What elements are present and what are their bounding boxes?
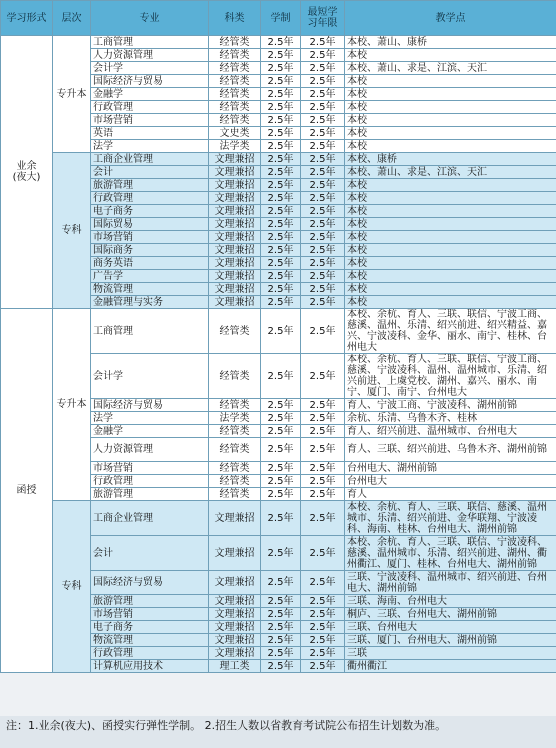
- min-duration-cell: 2.5年: [301, 75, 345, 88]
- header-major: 专业: [91, 1, 209, 36]
- sites-cell: 育人、宁波工商、宁波凌科、湖州前锦: [345, 399, 556, 412]
- sites-cell: 本校: [345, 101, 556, 114]
- major-cell: 市场营销: [91, 462, 209, 475]
- major-cell: 国际经济与贸易: [91, 399, 209, 412]
- major-cell: 会计学: [91, 354, 209, 399]
- sites-cell: 本校、余杭、育人、三联、联信、宁波凌科、慈溪、温州城市、乐清、绍兴前进、湖州、衢州衢江、厦门、桂林、台州电大、湖州前锦: [345, 536, 556, 571]
- category-cell: 理工类: [209, 660, 261, 673]
- min-duration-cell: 2.5年: [301, 205, 345, 218]
- major-cell: 国际商务: [91, 244, 209, 257]
- major-cell: 会计学: [91, 62, 209, 75]
- duration-cell: 2.5年: [261, 205, 301, 218]
- category-cell: 法学类: [209, 140, 261, 153]
- study-form-cell: 业余 (夜大): [1, 36, 53, 309]
- min-duration-cell: 2.5年: [301, 608, 345, 621]
- category-cell: 文史类: [209, 127, 261, 140]
- category-cell: 文理兼招: [209, 536, 261, 571]
- category-cell: 文理兼招: [209, 257, 261, 270]
- min-duration-cell: 2.5年: [301, 425, 345, 438]
- major-cell: 行政管理: [91, 192, 209, 205]
- min-duration-cell: 2.5年: [301, 647, 345, 660]
- min-duration-cell: 2.5年: [301, 501, 345, 536]
- category-cell: 经管类: [209, 88, 261, 101]
- category-cell: 经管类: [209, 354, 261, 399]
- sites-cell: 本校、康桥: [345, 153, 556, 166]
- sites-cell: 本校: [345, 114, 556, 127]
- duration-cell: 2.5年: [261, 88, 301, 101]
- duration-cell: 2.5年: [261, 536, 301, 571]
- category-cell: 经管类: [209, 488, 261, 501]
- min-duration-cell: 2.5年: [301, 218, 345, 231]
- major-cell: 英语: [91, 127, 209, 140]
- duration-cell: 2.5年: [261, 49, 301, 62]
- sites-cell: 本校、萧山、求是、江滨、天汇: [345, 166, 556, 179]
- min-duration-cell: 2.5年: [301, 192, 345, 205]
- level-cell: 专升本: [53, 309, 91, 501]
- sites-cell: 三联、台州电大: [345, 621, 556, 634]
- major-cell: 工商管理: [91, 309, 209, 354]
- sites-cell: 本校: [345, 88, 556, 101]
- major-cell: 行政管理: [91, 475, 209, 488]
- major-cell: 市场营销: [91, 231, 209, 244]
- duration-cell: 2.5年: [261, 462, 301, 475]
- category-cell: 文理兼招: [209, 205, 261, 218]
- category-cell: 文理兼招: [209, 571, 261, 595]
- duration-cell: 2.5年: [261, 412, 301, 425]
- major-cell: 工商企业管理: [91, 153, 209, 166]
- duration-cell: 2.5年: [261, 62, 301, 75]
- sites-cell: 本校、余杭、育人、三联、联信、宁波工商、慈溪、宁波凌科、温州、温州城市、乐清、绍兴前进、上虞党校、湖州、嘉兴、丽水、南宁、厦门、南宁、台州电大: [345, 354, 556, 399]
- category-cell: 经管类: [209, 399, 261, 412]
- sites-cell: 本校: [345, 270, 556, 283]
- category-cell: 文理兼招: [209, 166, 261, 179]
- category-cell: 文理兼招: [209, 501, 261, 536]
- duration-cell: 2.5年: [261, 283, 301, 296]
- duration-cell: 2.5年: [261, 608, 301, 621]
- duration-cell: 2.5年: [261, 399, 301, 412]
- min-duration-cell: 2.5年: [301, 101, 345, 114]
- category-cell: 经管类: [209, 114, 261, 127]
- min-duration-cell: 2.5年: [301, 231, 345, 244]
- sites-cell: 本校: [345, 49, 556, 62]
- min-duration-cell: 2.5年: [301, 621, 345, 634]
- header-min-duration: 最短学习年限: [301, 1, 345, 36]
- category-cell: 经管类: [209, 475, 261, 488]
- major-cell: 法学: [91, 412, 209, 425]
- sites-cell: 三联、厦门、台州电大、湖州前锦: [345, 634, 556, 647]
- category-cell: 文理兼招: [209, 608, 261, 621]
- min-duration-cell: 2.5年: [301, 166, 345, 179]
- min-duration-cell: 2.5年: [301, 127, 345, 140]
- sites-cell: 本校: [345, 257, 556, 270]
- duration-cell: 2.5年: [261, 488, 301, 501]
- sites-cell: 本校: [345, 231, 556, 244]
- category-cell: 经管类: [209, 438, 261, 462]
- duration-cell: 2.5年: [261, 438, 301, 462]
- category-cell: 文理兼招: [209, 647, 261, 660]
- sites-cell: 育人、三联、绍兴前进、乌鲁木齐、湖州前锦: [345, 438, 556, 462]
- min-duration-cell: 2.5年: [301, 309, 345, 354]
- duration-cell: 2.5年: [261, 166, 301, 179]
- sites-cell: 本校: [345, 244, 556, 257]
- duration-cell: 2.5年: [261, 101, 301, 114]
- major-cell: 旅游管理: [91, 595, 209, 608]
- study-form-cell: 函授: [1, 309, 53, 673]
- sites-cell: 本校: [345, 296, 556, 309]
- duration-cell: 2.5年: [261, 475, 301, 488]
- min-duration-cell: 2.5年: [301, 399, 345, 412]
- duration-cell: 2.5年: [261, 75, 301, 88]
- duration-cell: 2.5年: [261, 114, 301, 127]
- major-cell: 国际经济与贸易: [91, 571, 209, 595]
- major-cell: 金融学: [91, 425, 209, 438]
- header-form: 学习形式: [1, 1, 53, 36]
- major-cell: 法学: [91, 140, 209, 153]
- duration-cell: 2.5年: [261, 179, 301, 192]
- duration-cell: 2.5年: [261, 647, 301, 660]
- duration-cell: 2.5年: [261, 231, 301, 244]
- category-cell: 文理兼招: [209, 153, 261, 166]
- major-cell: 工商管理: [91, 36, 209, 49]
- sites-cell: 台州电大、湖州前锦: [345, 462, 556, 475]
- header-category: 科类: [209, 1, 261, 36]
- min-duration-cell: 2.5年: [301, 88, 345, 101]
- duration-cell: 2.5年: [261, 257, 301, 270]
- sites-cell: 本校: [345, 75, 556, 88]
- category-cell: 文理兼招: [209, 296, 261, 309]
- major-cell: 物流管理: [91, 634, 209, 647]
- major-cell: 市场营销: [91, 608, 209, 621]
- min-duration-cell: 2.5年: [301, 270, 345, 283]
- min-duration-cell: 2.5年: [301, 438, 345, 462]
- major-cell: 会计: [91, 166, 209, 179]
- major-cell: 电子商务: [91, 621, 209, 634]
- duration-cell: 2.5年: [261, 270, 301, 283]
- duration-cell: 2.5年: [261, 127, 301, 140]
- min-duration-cell: 2.5年: [301, 488, 345, 501]
- header-duration: 学制: [261, 1, 301, 36]
- min-duration-cell: 2.5年: [301, 296, 345, 309]
- duration-cell: 2.5年: [261, 140, 301, 153]
- category-cell: 文理兼招: [209, 621, 261, 634]
- level-cell: 专科: [53, 501, 91, 673]
- duration-cell: 2.5年: [261, 153, 301, 166]
- major-cell: 广告学: [91, 270, 209, 283]
- duration-cell: 2.5年: [261, 621, 301, 634]
- major-cell: 计算机应用技术: [91, 660, 209, 673]
- major-cell: 金融学: [91, 88, 209, 101]
- min-duration-cell: 2.5年: [301, 283, 345, 296]
- sites-cell: 本校: [345, 179, 556, 192]
- min-duration-cell: 2.5年: [301, 257, 345, 270]
- min-duration-cell: 2.5年: [301, 660, 345, 673]
- sites-cell: 三联、海南、台州电大: [345, 595, 556, 608]
- duration-cell: 2.5年: [261, 571, 301, 595]
- min-duration-cell: 2.5年: [301, 475, 345, 488]
- min-duration-cell: 2.5年: [301, 153, 345, 166]
- major-cell: 金融管理与实务: [91, 296, 209, 309]
- duration-cell: 2.5年: [261, 309, 301, 354]
- duration-cell: 2.5年: [261, 595, 301, 608]
- min-duration-cell: 2.5年: [301, 412, 345, 425]
- category-cell: 经管类: [209, 36, 261, 49]
- sites-cell: 本校、余杭、育人、三联、联信、慈溪、温州城市、乐清、绍兴前进、金华联翔、宁波凌科、海南、桂林、台州电大、湖州前锦: [345, 501, 556, 536]
- min-duration-cell: 2.5年: [301, 140, 345, 153]
- category-cell: 文理兼招: [209, 634, 261, 647]
- duration-cell: 2.5年: [261, 244, 301, 257]
- table-header-row: [1, 1, 556, 36]
- category-cell: 经管类: [209, 425, 261, 438]
- sites-cell: 本校: [345, 218, 556, 231]
- category-cell: 经管类: [209, 101, 261, 114]
- min-duration-cell: 2.5年: [301, 462, 345, 475]
- min-duration-cell: 2.5年: [301, 244, 345, 257]
- min-duration-cell: 2.5年: [301, 179, 345, 192]
- category-cell: 文理兼招: [209, 218, 261, 231]
- duration-cell: 2.5年: [261, 36, 301, 49]
- major-cell: 电子商务: [91, 205, 209, 218]
- min-duration-cell: 2.5年: [301, 634, 345, 647]
- category-cell: 文理兼招: [209, 270, 261, 283]
- duration-cell: 2.5年: [261, 660, 301, 673]
- category-cell: 文理兼招: [209, 595, 261, 608]
- table-row: [1, 153, 556, 166]
- sites-cell: 本校: [345, 127, 556, 140]
- min-duration-cell: 2.5年: [301, 354, 345, 399]
- category-cell: 文理兼招: [209, 192, 261, 205]
- level-cell: 专升本: [53, 36, 91, 153]
- sites-cell: 三联: [345, 647, 556, 660]
- duration-cell: 2.5年: [261, 192, 301, 205]
- major-cell: 行政管理: [91, 647, 209, 660]
- major-cell: 市场营销: [91, 114, 209, 127]
- min-duration-cell: 2.5年: [301, 571, 345, 595]
- sites-cell: 本校: [345, 283, 556, 296]
- duration-cell: 2.5年: [261, 425, 301, 438]
- duration-cell: 2.5年: [261, 354, 301, 399]
- level-cell: 专科: [53, 153, 91, 309]
- min-duration-cell: 2.5年: [301, 595, 345, 608]
- category-cell: 文理兼招: [209, 283, 261, 296]
- category-cell: 经管类: [209, 62, 261, 75]
- table-row: [1, 36, 556, 49]
- table-row: [1, 309, 556, 354]
- sites-cell: 本校、萧山、康桥: [345, 36, 556, 49]
- table-body: [1, 36, 556, 673]
- table-row: [1, 501, 556, 536]
- major-cell: 工商企业管理: [91, 501, 209, 536]
- sites-cell: 本校: [345, 140, 556, 153]
- major-cell: 会计: [91, 536, 209, 571]
- major-cell: 人力资源管理: [91, 49, 209, 62]
- duration-cell: 2.5年: [261, 218, 301, 231]
- footnote: 注：1.业余(夜大)、函授实行弹性学制。 2.招生人数以省教育考试院公布招生计划数为准。: [0, 716, 556, 748]
- category-cell: 经管类: [209, 75, 261, 88]
- category-cell: 法学类: [209, 412, 261, 425]
- min-duration-cell: 2.5年: [301, 49, 345, 62]
- major-cell: 行政管理: [91, 101, 209, 114]
- sites-cell: 本校、萧山、求是、江滨、天汇: [345, 62, 556, 75]
- sites-cell: 育人: [345, 488, 556, 501]
- major-cell: 物流管理: [91, 283, 209, 296]
- min-duration-cell: 2.5年: [301, 114, 345, 127]
- major-cell: 旅游管理: [91, 179, 209, 192]
- duration-cell: 2.5年: [261, 296, 301, 309]
- category-cell: 文理兼招: [209, 179, 261, 192]
- header-sites: 教学点: [345, 1, 556, 36]
- sites-cell: 衢州衢江: [345, 660, 556, 673]
- sites-cell: 育人、绍兴前进、温州城市、台州电大: [345, 425, 556, 438]
- sites-cell: 三联、宁波凌科、温州城市、绍兴前进、台州电大、湖州前锦: [345, 571, 556, 595]
- major-cell: 国际贸易: [91, 218, 209, 231]
- min-duration-cell: 2.5年: [301, 36, 345, 49]
- category-cell: 经管类: [209, 309, 261, 354]
- min-duration-cell: 2.5年: [301, 536, 345, 571]
- major-cell: 商务英语: [91, 257, 209, 270]
- sites-cell: 桐庐、三联、台州电大、湖州前锦: [345, 608, 556, 621]
- sites-cell: 本校: [345, 205, 556, 218]
- category-cell: 文理兼招: [209, 244, 261, 257]
- sites-cell: 余杭、乐清、乌鲁木齐、桂林: [345, 412, 556, 425]
- duration-cell: 2.5年: [261, 634, 301, 647]
- category-cell: 文理兼招: [209, 231, 261, 244]
- sites-cell: 台州电大: [345, 475, 556, 488]
- major-cell: 国际经济与贸易: [91, 75, 209, 88]
- sites-cell: 本校: [345, 192, 556, 205]
- category-cell: 经管类: [209, 462, 261, 475]
- sites-cell: 本校、余杭、育人、三联、联信、宁波工商、慈溪、温州、乐清、绍兴前进、绍兴精益、嘉兴、宁波凌科、金华、丽水、南宁、桂林、台州电大: [345, 309, 556, 354]
- duration-cell: 2.5年: [261, 501, 301, 536]
- major-cell: 旅游管理: [91, 488, 209, 501]
- header-level: 层次: [53, 1, 91, 36]
- major-cell: 人力资源管理: [91, 438, 209, 462]
- category-cell: 经管类: [209, 49, 261, 62]
- min-duration-cell: 2.5年: [301, 62, 345, 75]
